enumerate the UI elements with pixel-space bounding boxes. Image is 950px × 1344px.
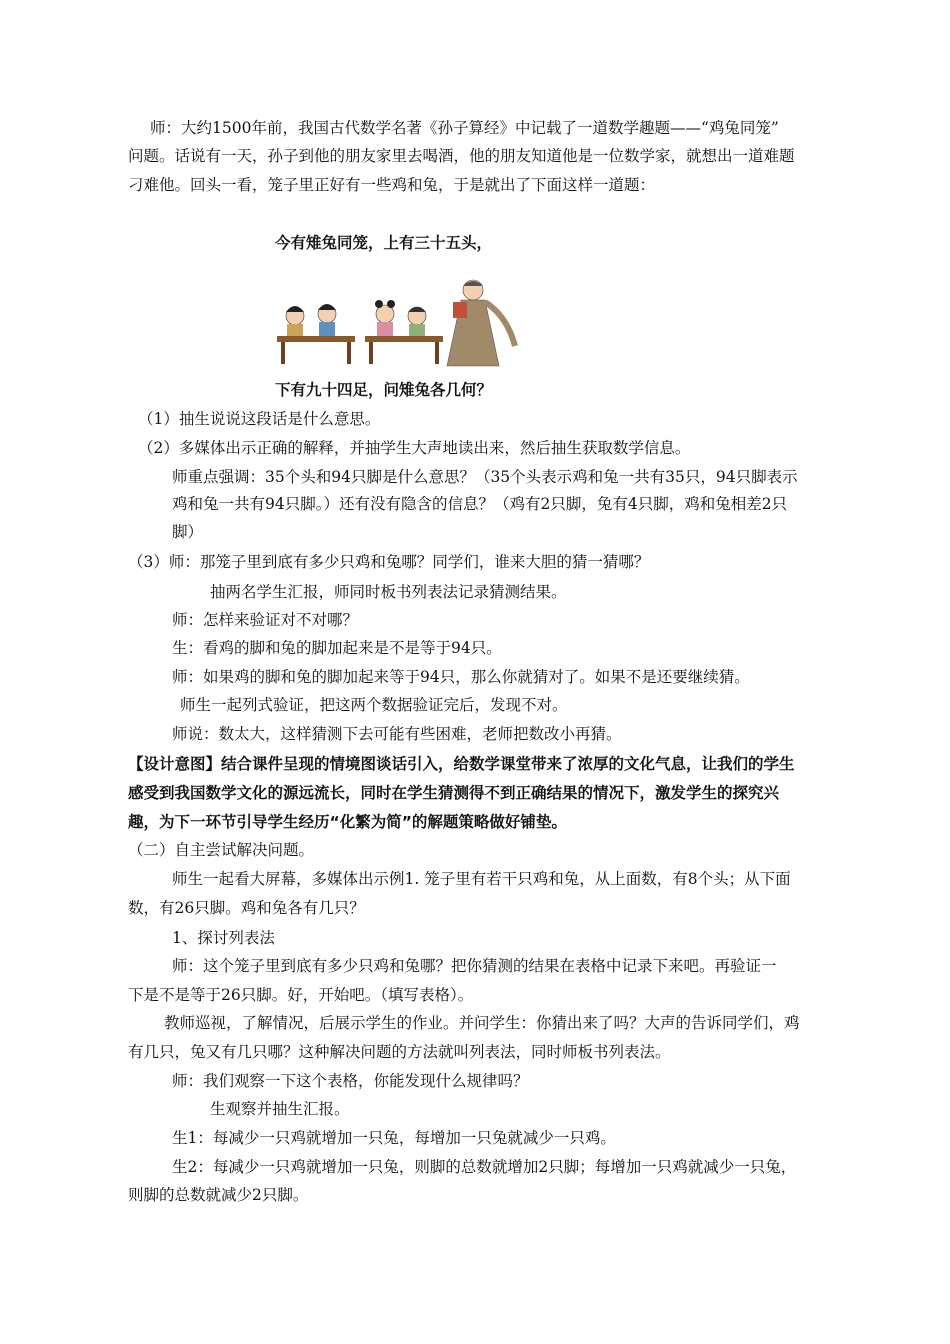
teacher-guess-line-2: 下是不是等于26只脚。好，开始吧。（填写表格）。	[128, 986, 474, 1004]
step-3-student-answer: 生：看鸡的脚和兔的脚加起来是不是等于94只。	[172, 639, 502, 657]
step-3-verification: 师生一起列式验证，把这两个数据验证完后，发现不对。	[180, 696, 568, 714]
poem-top-line: 今有雉兔同笼，上有三十五头，	[275, 234, 493, 252]
step-1: （1）抽生说说这段话是什么意思。	[138, 410, 381, 428]
design-intent-line-3: 趣，为下一环节引导学生经历“化繁为简”的解题策略做好铺垫。	[128, 813, 567, 831]
student-2-answer-line-1: 生2：每减少一只鸡就增加一只兔，则脚的总数就增加2只脚；每增加一只鸡就减少一只兔，	[172, 1158, 797, 1176]
design-intent-line-2: 感受到我国数学文化的源远流长，同时在学生猜测得不到正确结果的情况下，激发学生的探究兴	[128, 784, 780, 802]
poem-bottom-line: 下有九十四足，问雉兔各几何？	[275, 381, 493, 399]
teacher-patrol-line-2: 有几只，兔又有几只哪？这种解决问题的方法就叫列表法，同时师板书列表法。	[128, 1043, 671, 1061]
teacher-guess-line-1: 师：这个笼子里到底有多少只鸡和兔哪？把你猜测的结果在表格中记录下来吧。再验证一	[172, 957, 777, 975]
student-observe: 生观察并抽生汇报。	[210, 1100, 350, 1118]
example-1-line-2: 数，有26只脚。鸡和兔各有几只？	[128, 899, 365, 917]
step-2-emphasis-line-2: 鸡和兔一共有94只脚。）还有没有隐含的信息？（鸡有2只脚，兔有4只脚，鸡和兔相差2只	[172, 495, 788, 513]
step-3: （3）师：那笼子里到底有多少只鸡和兔哪？同学们，谁来大胆的猜一猜哪？	[128, 553, 650, 571]
intro-line-3: 刁难他。回头一看，笼子里正好有一些鸡和兔，于是就出了下面这样一道题：	[128, 176, 656, 194]
classroom-illustration	[275, 276, 525, 368]
teacher-patrol-line-1: 教师巡视，了解情况，后展示学生的作业。并问学生：你猜出来了吗？大声的告诉同学们，鸡	[164, 1014, 800, 1032]
step-2-emphasis-line-1: 师重点强调：35个头和94只脚是什么意思？（35个头表示鸡和兔一共有35只，94只脚表示	[172, 468, 798, 486]
student-1-answer: 生1：每减少一只鸡就增加一只兔，每增加一只兔就减少一只鸡。	[172, 1129, 616, 1147]
design-intent-line-1: 【设计意图】结合课件呈现的情境图谈话引入，给数学课堂带来了浓厚的文化气息，让我们的学生	[128, 755, 795, 773]
step-2-emphasis-line-3: 脚）	[172, 523, 204, 541]
step-3-teacher-question: 师：怎样来验证对不对哪？	[172, 611, 359, 629]
intro-line-1: 师：大约1500年前，我国古代数学名著《孙子算经》中记载了一道数学趣题——“鸡兔同笼”	[150, 119, 779, 137]
step-3-teacher-reply: 师：如果鸡的脚和兔的脚加起来等于94只，那么你就猜对了。如果不是还要继续猜。	[172, 668, 750, 686]
student-2-answer-line-2: 则脚的总数就减少2只脚。	[128, 1186, 309, 1204]
step-3-teacher-says: 师说：数太大，这样猜测下去可能有些困难，老师把数改小再猜。	[172, 725, 622, 743]
section-2-heading: （二）自主尝试解决问题。	[128, 841, 315, 859]
intro-line-2: 问题。话说有一天，孙子到他的朋友家里去喝酒，他的朋友知道他是一位数学家，就想出一道难题	[128, 147, 795, 165]
example-1-line-1: 师生一起看大屏幕，多媒体出示例1. 笼子里有若干只鸡和兔，从上面数，有8个头；从下面	[172, 870, 791, 888]
step-3-report: 抽两名学生汇报，师同时板书列表法记录猜测结果。	[210, 583, 567, 601]
subsection-list-method: 1、探讨列表法	[172, 929, 275, 947]
teacher-observe-question: 师：我们观察一下这个表格，你能发现什么规律吗？	[172, 1072, 529, 1090]
step-2: （2）多媒体出示正确的解释，并抽学生大声地读出来，然后抽生获取数学信息。	[138, 439, 691, 457]
